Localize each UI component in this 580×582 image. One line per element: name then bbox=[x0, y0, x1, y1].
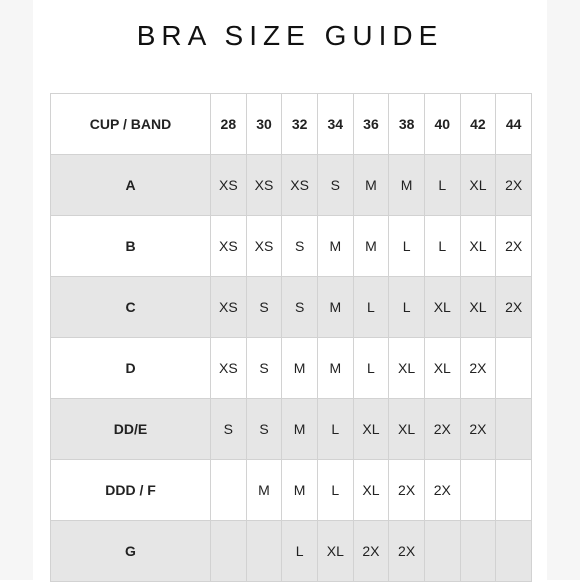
header-band: 36 bbox=[353, 94, 389, 155]
cup-cell: DDD / F bbox=[51, 460, 211, 521]
size-cell: XL bbox=[389, 399, 425, 460]
table-row bbox=[51, 460, 532, 521]
table-row bbox=[51, 155, 532, 216]
size-cell: S bbox=[282, 216, 318, 277]
size-cell: L bbox=[317, 399, 353, 460]
size-cell: L bbox=[424, 155, 460, 216]
size-cell: XL bbox=[424, 277, 460, 338]
size-cell: S bbox=[246, 338, 282, 399]
size-cell: XL bbox=[460, 216, 496, 277]
cup-cell: D bbox=[51, 338, 211, 399]
size-cell: 2X bbox=[424, 399, 460, 460]
table-row bbox=[51, 216, 532, 277]
size-cell: 2X bbox=[460, 399, 496, 460]
size-cell: XS bbox=[211, 155, 247, 216]
size-cell: 2X bbox=[389, 521, 425, 582]
size-cell: XL bbox=[317, 521, 353, 582]
size-cell: 2X bbox=[460, 338, 496, 399]
size-cell bbox=[424, 521, 460, 582]
header-band: 40 bbox=[424, 94, 460, 155]
header-band: 42 bbox=[460, 94, 496, 155]
size-cell: 2X bbox=[353, 521, 389, 582]
size-guide-table bbox=[50, 93, 532, 582]
header-band: 30 bbox=[246, 94, 282, 155]
right-margin-band bbox=[547, 0, 580, 580]
size-cell: M bbox=[317, 216, 353, 277]
size-cell: M bbox=[282, 338, 318, 399]
cup-cell: DD/E bbox=[51, 399, 211, 460]
size-cell bbox=[496, 460, 532, 521]
size-cell: S bbox=[282, 277, 318, 338]
table-row bbox=[51, 399, 532, 460]
size-cell: L bbox=[424, 216, 460, 277]
table-row bbox=[51, 521, 532, 582]
size-cell: L bbox=[389, 277, 425, 338]
size-cell: M bbox=[246, 460, 282, 521]
header-band: 34 bbox=[317, 94, 353, 155]
size-cell: M bbox=[353, 216, 389, 277]
size-cell: M bbox=[317, 338, 353, 399]
size-cell: S bbox=[246, 399, 282, 460]
size-cell bbox=[211, 521, 247, 582]
size-cell: 2X bbox=[496, 277, 532, 338]
size-cell: XS bbox=[211, 338, 247, 399]
size-cell: 2X bbox=[389, 460, 425, 521]
table-header bbox=[51, 94, 532, 155]
size-cell: XS bbox=[282, 155, 318, 216]
size-cell bbox=[496, 399, 532, 460]
size-cell: M bbox=[282, 460, 318, 521]
header-cup-band: CUP / BAND bbox=[51, 94, 211, 155]
header-band: 32 bbox=[282, 94, 318, 155]
size-cell: XS bbox=[211, 277, 247, 338]
size-cell: S bbox=[211, 399, 247, 460]
size-cell bbox=[246, 521, 282, 582]
size-cell: L bbox=[282, 521, 318, 582]
left-margin-band bbox=[0, 0, 33, 580]
size-cell: XL bbox=[353, 460, 389, 521]
size-cell: 2X bbox=[496, 155, 532, 216]
size-cell: XL bbox=[460, 277, 496, 338]
size-cell: XL bbox=[424, 338, 460, 399]
cup-cell: B bbox=[51, 216, 211, 277]
size-cell: XL bbox=[353, 399, 389, 460]
size-cell: XL bbox=[389, 338, 425, 399]
size-cell: M bbox=[353, 155, 389, 216]
size-cell bbox=[496, 521, 532, 582]
header-band: 28 bbox=[211, 94, 247, 155]
size-cell: S bbox=[317, 155, 353, 216]
size-cell: 2X bbox=[424, 460, 460, 521]
size-cell: M bbox=[317, 277, 353, 338]
table-row bbox=[51, 338, 532, 399]
size-cell: L bbox=[317, 460, 353, 521]
size-cell: L bbox=[353, 338, 389, 399]
size-cell bbox=[460, 521, 496, 582]
cup-cell: A bbox=[51, 155, 211, 216]
size-cell: M bbox=[282, 399, 318, 460]
size-cell: L bbox=[353, 277, 389, 338]
size-cell: XS bbox=[246, 155, 282, 216]
size-cell bbox=[460, 460, 496, 521]
size-cell: XS bbox=[246, 216, 282, 277]
header-band: 44 bbox=[496, 94, 532, 155]
cup-cell: C bbox=[51, 277, 211, 338]
header-band: 38 bbox=[389, 94, 425, 155]
header-row bbox=[51, 94, 532, 155]
size-cell: M bbox=[389, 155, 425, 216]
table-body bbox=[51, 155, 532, 582]
page-title: BRA SIZE GUIDE bbox=[136, 20, 444, 51]
table-row bbox=[51, 277, 532, 338]
size-cell bbox=[211, 460, 247, 521]
cup-cell: G bbox=[51, 521, 211, 582]
size-cell: L bbox=[389, 216, 425, 277]
size-cell: 2X bbox=[496, 216, 532, 277]
size-cell bbox=[496, 338, 532, 399]
size-cell: XL bbox=[460, 155, 496, 216]
size-cell: S bbox=[246, 277, 282, 338]
size-cell: XS bbox=[211, 216, 247, 277]
